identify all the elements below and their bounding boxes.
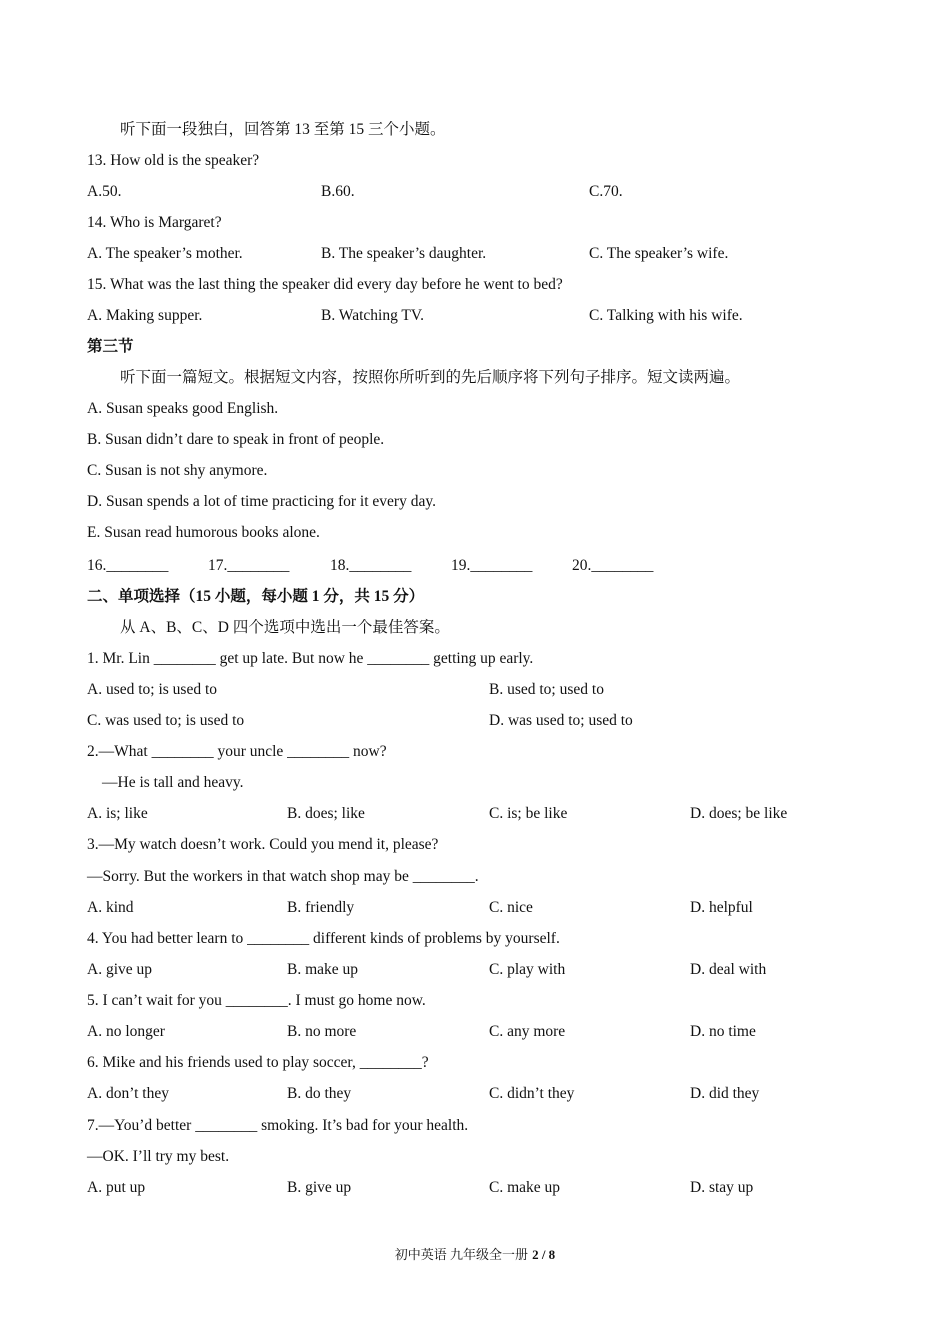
sentence-a: A. Susan speaks good English. [87,400,279,417]
q14-option-c: C. The speaker’s wife. [589,245,729,262]
part2-heading: 二、单项选择（15 小题，每小题 1 分，共 15 分） [87,588,425,605]
mc2-option-d: D. does; be like [690,805,788,822]
mc1-option-a: A. used to; is used to [87,681,218,698]
q14-option-b: B. The speaker’s daughter. [321,245,487,262]
mc3-option-d: D. helpful [690,899,753,916]
question-13: 13. How old is the speaker? [87,152,260,169]
mc6-option-a: A. don’t they [87,1085,169,1102]
mc-question-7-reply: —OK. I’ll try my best. [87,1148,230,1165]
mc7-option-d: D. stay up [690,1179,754,1196]
question-15: 15. What was the last thing the speaker did every day before he went to bed? [87,276,563,293]
mc-question-7: 7.—You’d better ________ smoking. It’s bad for your health. [87,1117,469,1134]
mc1-option-b: B. used to; used to [489,681,604,698]
page-number: 2 / 8 [532,1247,556,1262]
answer-blank-20: 20.________ [572,557,654,574]
sentence-b: B. Susan didn’t dare to speak in front of people. [87,431,385,448]
part2-intro: 从 A、B、C、D 四个选项中选出一个最佳答案。 [120,619,450,636]
mc4-option-c: C. play with [489,961,566,978]
mc7-option-b: B. give up [287,1179,352,1196]
mc3-option-a: A. kind [87,899,134,916]
mc2-option-b: B. does; like [287,805,365,822]
mc1-option-c: C. was used to; is used to [87,712,245,729]
mc4-option-a: A. give up [87,961,153,978]
mc-question-2: 2.—What ________ your uncle ________ now? [87,743,387,760]
mc3-option-c: C. nice [489,899,533,916]
mc5-option-b: B. no more [287,1023,357,1040]
q13-option-c: C.70. [589,183,623,200]
q13-option-b: B.60. [321,183,355,200]
mc4-option-d: D. deal with [690,961,767,978]
footer-course: 初中英语 九年级全一册 [394,1247,529,1262]
q15-option-b: B. Watching TV. [321,307,424,324]
mc-question-3-reply: —Sorry. But the workers in that watch shop may be ________. [87,868,479,885]
page-footer [0,1246,950,1264]
mc4-option-b: B. make up [287,961,359,978]
mc-question-4: 4. You had better learn to ________ different kinds of problems by yourself. [87,930,560,947]
section3-heading: 第三节 [87,338,134,355]
q14-option-a: A. The speaker’s mother. [87,245,243,262]
mc-question-3: 3.—My watch doesn’t work. Could you mend it, please? [87,836,439,853]
mc7-option-c: C. make up [489,1179,561,1196]
q13-option-a: A.50. [87,183,122,200]
mc-question-6: 6. Mike and his friends used to play soccer, ________? [87,1054,429,1071]
sentence-c: C. Susan is not shy anymore. [87,462,268,479]
answer-blank-16: 16.________ [87,557,169,574]
listening-intro: 听下面一段独白，回答第 13 至第 15 三个小题。 [120,121,446,138]
sentence-e: E. Susan read humorous books alone. [87,524,320,541]
mc-question-1: 1. Mr. Lin ________ get up late. But now he ________ getting up early. [87,650,534,667]
mc6-option-b: B. do they [287,1085,352,1102]
mc-question-5: 5. I can’t wait for you ________. I must go home now. [87,992,426,1009]
mc6-option-c: C. didn’t they [489,1085,575,1102]
q15-option-c: C. Talking with his wife. [589,307,743,324]
mc2-option-c: C. is; be like [489,805,568,822]
mc5-option-d: D. no time [690,1023,756,1040]
sentence-d: D. Susan spends a lot of time practicing for it every day. [87,493,436,510]
answer-blank-17: 17.________ [208,557,290,574]
mc-question-2-reply: —He is tall and heavy. [102,774,244,791]
mc6-option-d: D. did they [690,1085,760,1102]
question-14: 14. Who is Margaret? [87,214,222,231]
answer-blank-19: 19.________ [451,557,533,574]
mc5-option-a: A. no longer [87,1023,165,1040]
mc5-option-c: C. any more [489,1023,566,1040]
answer-blank-18: 18.________ [330,557,412,574]
q15-option-a: A. Making supper. [87,307,203,324]
mc7-option-a: A. put up [87,1179,146,1196]
mc3-option-b: B. friendly [287,899,355,916]
section3-intro: 听下面一篇短文。根据短文内容，按照你所听到的先后顺序将下列句子排序。短文读两遍。 [120,369,741,386]
mc2-option-a: A. is; like [87,805,148,822]
mc1-option-d: D. was used to; used to [489,712,633,729]
